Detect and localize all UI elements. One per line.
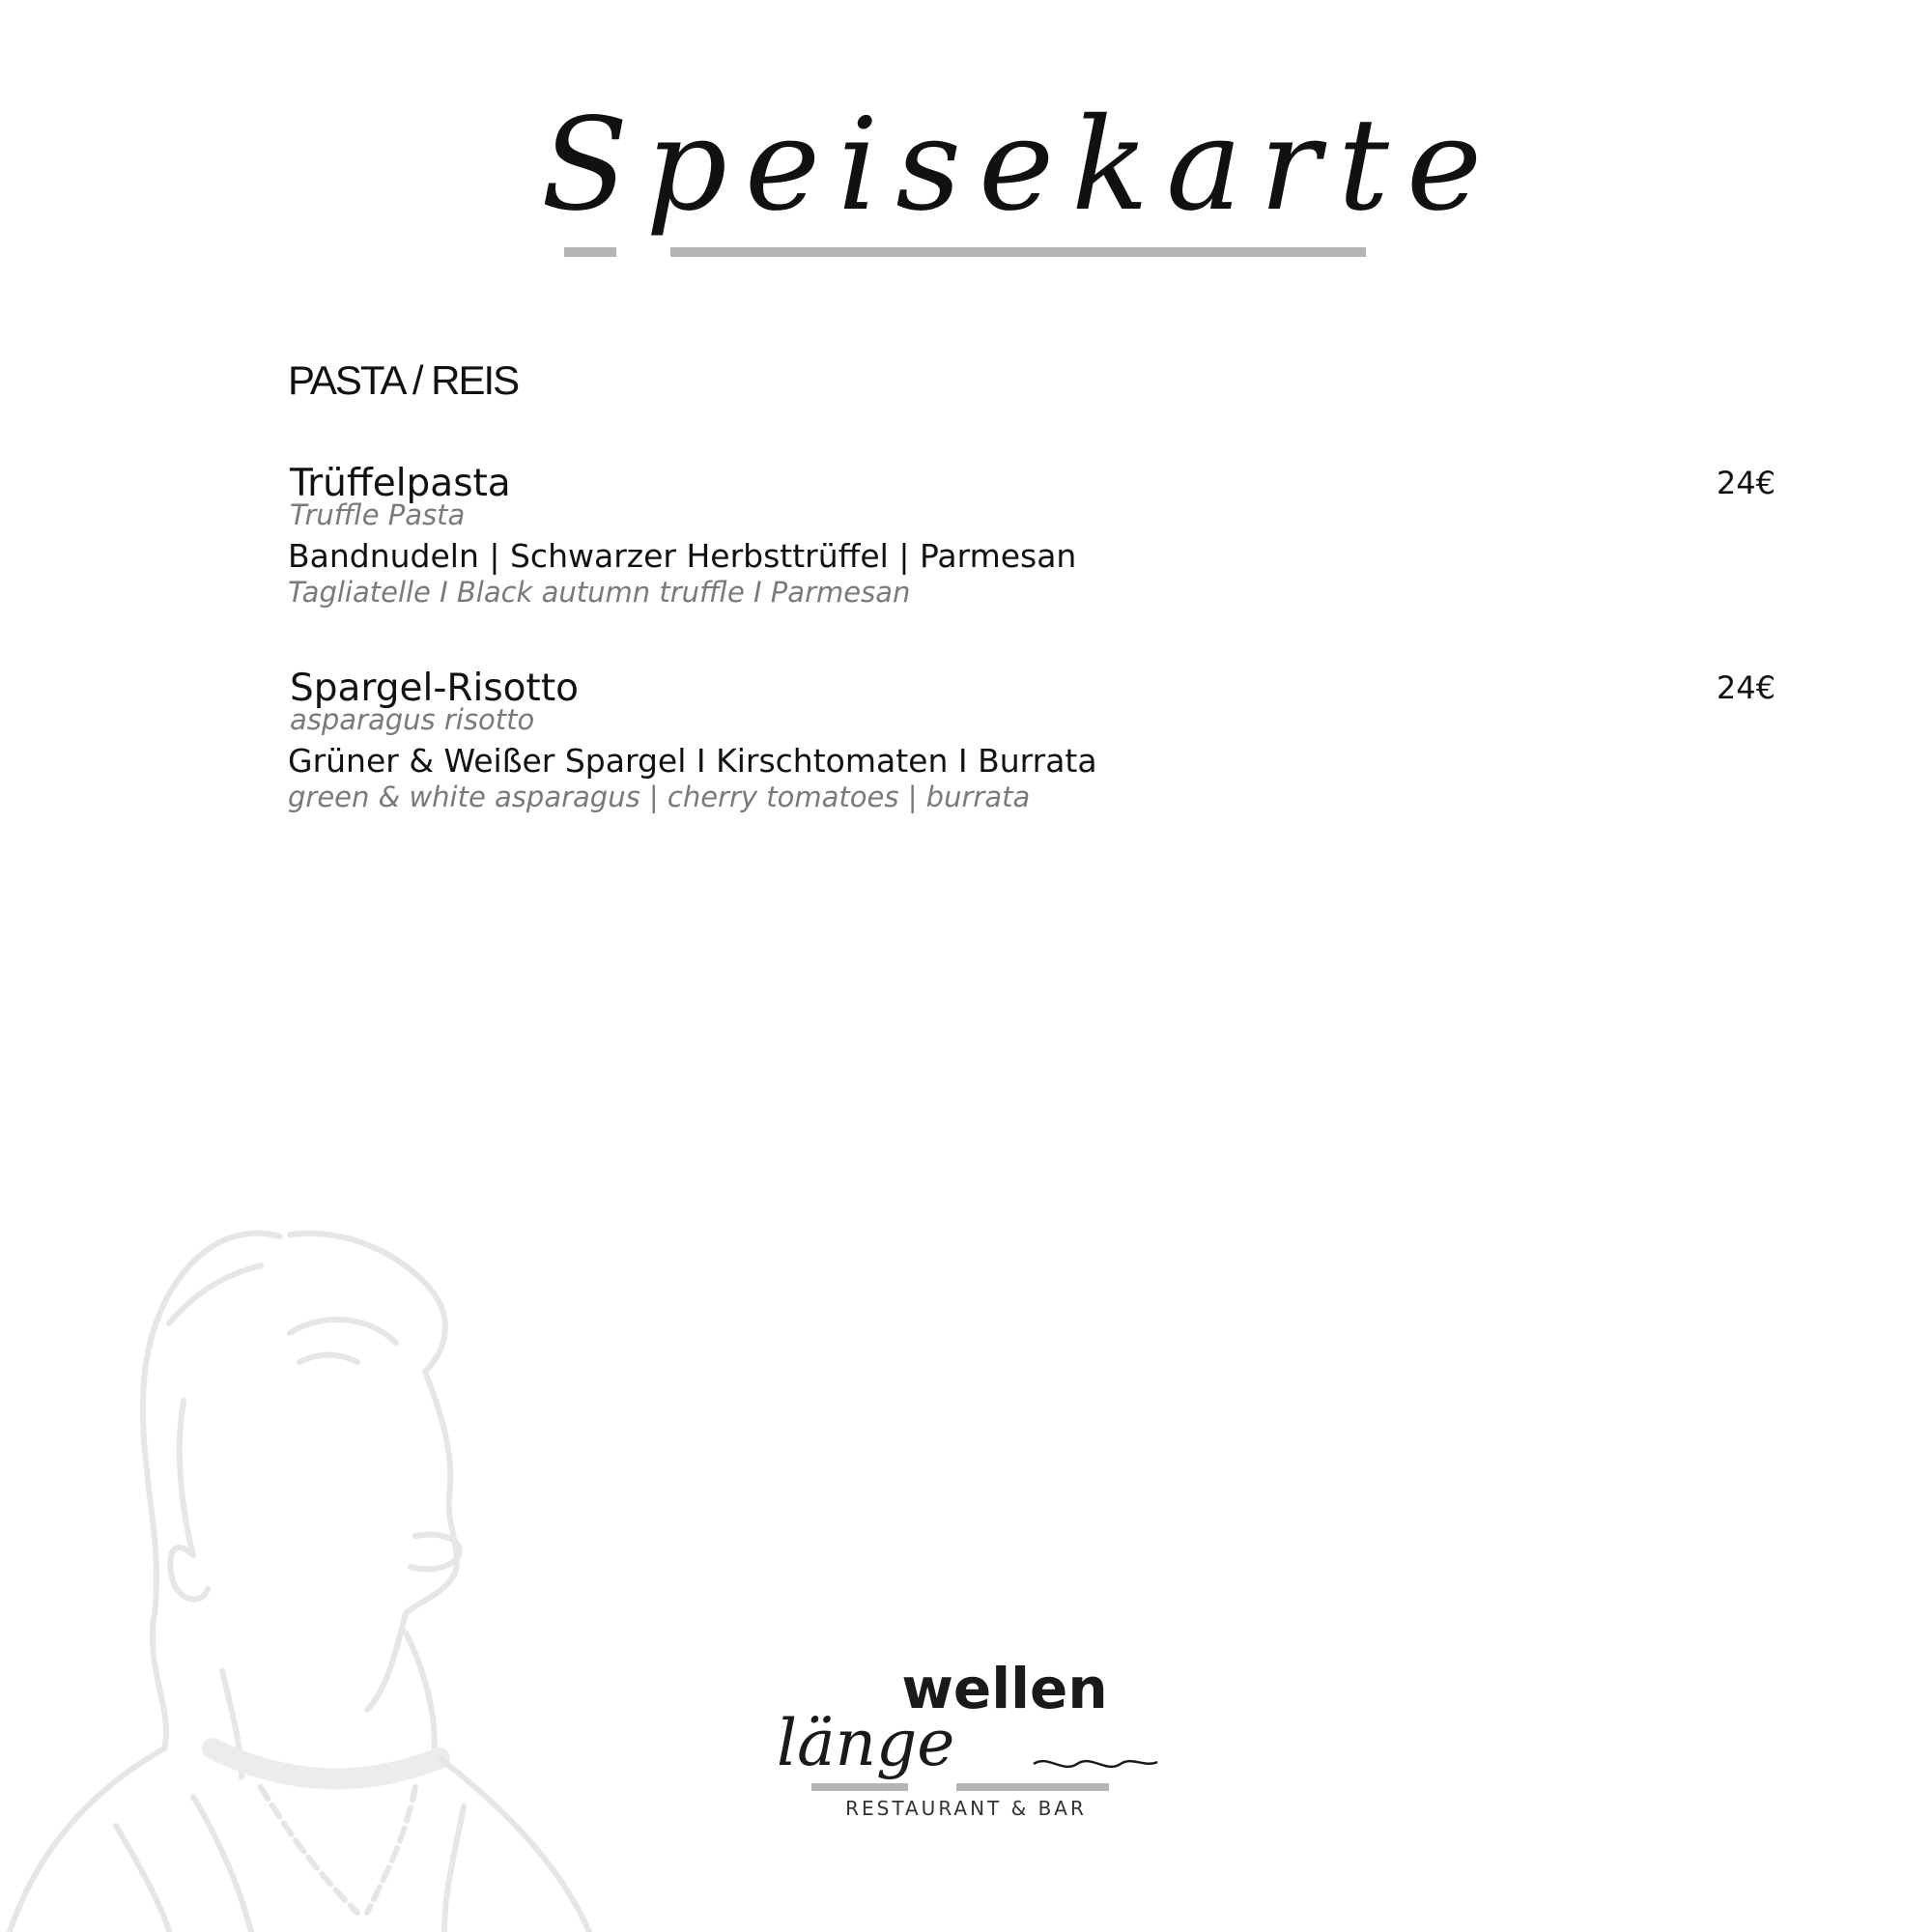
item-price: 24€: [1716, 669, 1776, 706]
menu-item-truffle-pasta: [288, 462, 1776, 655]
item-name-english: Truffle Pasta: [290, 498, 466, 531]
woman-portrait-illustration-icon: [0, 1208, 618, 1932]
item-price: 24€: [1716, 465, 1776, 501]
logo-wordmark: wellen: [901, 1656, 1108, 1721]
item-description: Grüner & Weißer Spargel I Kirschtomaten I Burrata: [288, 742, 1097, 780]
title-underline-long: [670, 247, 1366, 257]
title-underline-short: [564, 247, 616, 257]
menu-item-asparagus-risotto: [288, 667, 1776, 860]
item-name-english: asparagus risotto: [290, 703, 535, 736]
restaurant-logo: [773, 1654, 1159, 1830]
page-title: Speisekarte: [541, 91, 1500, 240]
item-description: Bandnudeln | Schwarzer Herbsttrüffel | Parmesan: [288, 537, 1077, 575]
item-name: Trüffelpasta: [290, 462, 511, 505]
section-title: PASTA / REIS: [288, 357, 519, 403]
item-description-english: green & white asparagus | cherry tomatoes | burrata: [288, 781, 1031, 813]
item-name: Spargel-Risotto: [290, 667, 579, 710]
logo-tagline: RESTAURANT & BAR: [845, 1797, 1087, 1820]
item-description-english: Tagliatelle I Black autumn truffle I Parmesan: [288, 576, 911, 609]
wave-line-icon: [773, 1708, 1159, 1804]
logo-script: länge: [777, 1706, 955, 1780]
